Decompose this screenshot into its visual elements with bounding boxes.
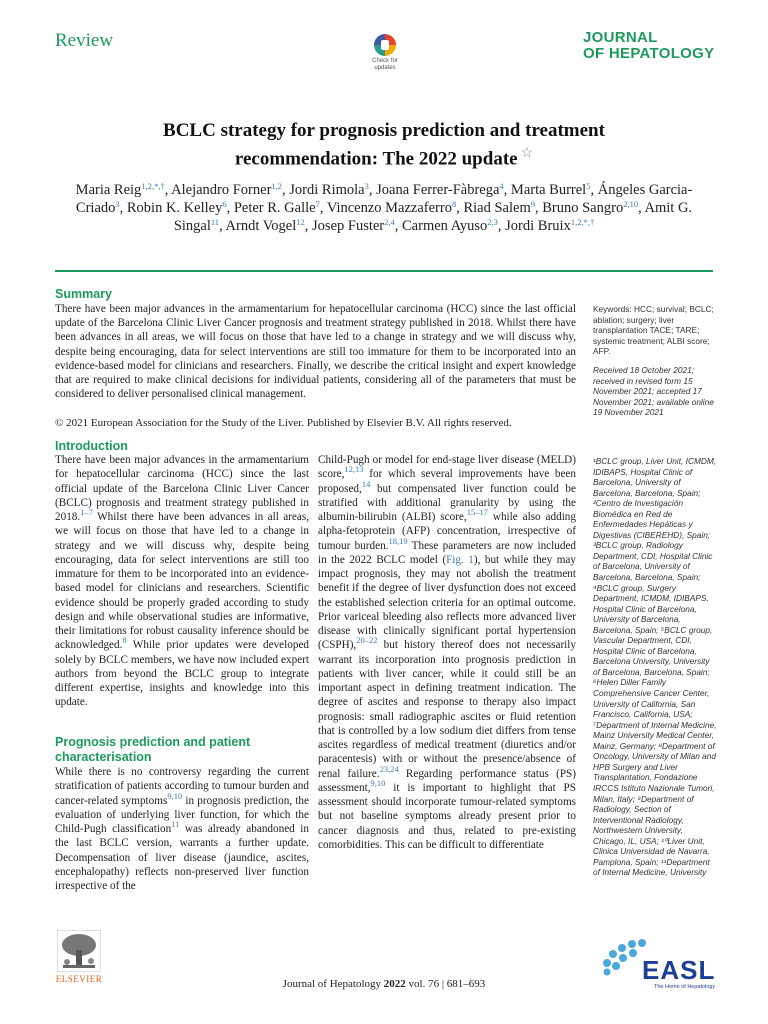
author-affiliation-marker[interactable]: 2,10 — [623, 199, 639, 209]
title-line-2 — [80, 142, 688, 170]
author-name[interactable]: Jordi Rimola — [289, 182, 365, 198]
copyright-notice: © 2021 European Association for the Study of the Liver. Published by Elsevier B.V. All rights reserved. — [55, 417, 512, 429]
prognosis-paragraph — [55, 765, 309, 893]
text-run: Regarding performance status (PS) assessment, — [318, 767, 576, 794]
footer-volume-pages: vol. 76 | 681–693 — [405, 978, 486, 990]
author-affiliation-marker[interactable]: 1,2,*,† — [141, 181, 165, 191]
author-name[interactable]: Josep Fuster — [312, 218, 385, 234]
author-affiliation-marker[interactable]: 2,4 — [384, 217, 395, 227]
author-name[interactable]: Vincenzo Mazzaferro — [326, 200, 452, 216]
affiliations: ¹BCLC group, Liver Unit, ICMDM, IDIBAPS, Hospital Clinic of Barcelona, University of Barcelona, Barcelona, Spain; ²Centro de Investigación Biomédica en Red de Enfermedades Hepáticas y Digestivas (CIBEREHD), Spain; ³BCLC group, Radiology Department, CDI, Hospital Clinic of Barcelona, University of Barcelona, Barcelona, Spain; ⁴BCLC group, Surgery Department, ICMDM, IDIBAPS, Hospital Clinic of Barcelona, University of Barcelona, Barcelona, Spain; ⁵BCLC group, Vascular Department, CDI, Hospital Clinic of Barcelona, Barcelona University, University of Barcelona, Barcelona, Spain; ⁶Helen Diller Family Comprehensive Cancer Center, University of California, San Francisco, California, USA; ⁷Department of Internal Medicine, Mainz University Medical Center, Mainz, Germany; ⁸Department of Oncology, University of Milan and HPB Surgery and Liver Transplantation, Fondazione IRCCS Istituto Nazionale Tumori, Milan, Italy; ⁹Department of Radiology, Section of Interventional Radiology, Northwestern University, Chicago, IL, USA; ¹⁰Liver Unit, Clinica Universidad de Navarra, Pamplona, Spain; ¹¹Department of Internal Medicine, University — [593, 456, 717, 878]
text-run: Whilst there have been advances in all areas, we will focus on those that have led to a change in strategy and we will discuss why, despite being encouraging, data for select interventions are still too immature for them to be incorporated into an evidence-based model for clinicians and researchers. Scientific evidence should be properly graded according to study design and while observational studies are informative, their limitations for robust causality inference should be acknowledged. — [55, 511, 309, 652]
journal-logo-line2: OF HEPATOLOGY — [583, 45, 715, 62]
citation-link[interactable]: 15–17 — [466, 507, 488, 517]
title-line-2-text: recommendation: The 2022 update — [234, 148, 518, 170]
prognosis-heading: Prognosis prediction and patient characterisation — [55, 735, 251, 764]
text-run: while also adding alpha-fetoprotein (AFP) concentration, irrespective of tumour burden. — [318, 511, 576, 552]
text-run: These parameters are now included in the 2022 BCLC model ( — [318, 539, 577, 566]
body-column-2 — [318, 453, 576, 852]
author-affiliation-marker[interactable]: 5 — [586, 181, 591, 191]
journal-logo — [583, 30, 714, 62]
author-affiliation-marker[interactable]: 4 — [499, 181, 504, 191]
easl-logo — [602, 938, 717, 998]
author-affiliation-marker[interactable]: 1,2,*,† — [570, 217, 595, 227]
text-run: in prognosis prediction, the evaluation of underlying liver function, for which the Child-Pugh classification — [55, 794, 309, 835]
author-name[interactable]: Carmen Ayuso — [402, 218, 488, 234]
author-name[interactable]: Bruno Sangro — [542, 200, 624, 216]
title-footnote-star[interactable]: ☆ — [520, 146, 534, 161]
journal-citation-footer — [180, 978, 588, 990]
easl-tagline: The Home of Hepatology — [654, 984, 716, 990]
author-affiliation-marker[interactable]: 8 — [451, 199, 457, 209]
author-name[interactable]: Alejandro Forner — [171, 182, 272, 198]
check-for-updates-badge[interactable] — [369, 34, 401, 74]
text-run: was already abandoned in the last BCLC version, warrants a further update. Decompensation of liver disease (jaundice, ascites, encephalopathy) reflects non-preserved liver function irrespective of the — [55, 823, 309, 892]
author-affiliation-marker[interactable]: 3 — [115, 199, 120, 209]
text-run: There have been major advances in the armamentarium for hepatocellular carcinoma (HCC) since the last official update of the Barcelona Clinic Liver Cancer (BCLC) prognosis and treatment strategy published in 2018. — [55, 454, 309, 523]
text-run: it is important to highlight that PS assessment should incorporate tumour-related symptoms but not baseline symptoms already present prior to cancer diagnosis and thus, related to pre-existing comorbidities. This can be difficult to differentiate — [318, 781, 576, 851]
citation-link[interactable]: 20–22 — [356, 635, 378, 646]
author-name[interactable]: Peter R. Galle — [233, 200, 316, 216]
introduction-paragraph — [55, 453, 309, 710]
author-name[interactable]: Arndt Vogel — [225, 218, 297, 234]
introduction-heading: Introduction — [55, 439, 128, 453]
section-label: Review — [55, 30, 114, 51]
author-affiliation-marker[interactable]: 7 — [315, 199, 320, 209]
summary-heading: Summary — [55, 287, 112, 301]
author-name[interactable]: Marta Burrel — [510, 182, 587, 198]
author-name[interactable]: Maria Reig — [75, 182, 142, 198]
author-name[interactable]: Jordi Bruix — [505, 218, 571, 234]
author-name[interactable]: Joana Ferrer-Fàbrega — [376, 182, 500, 198]
author-affiliation-marker[interactable]: 12 — [296, 217, 305, 227]
elsevier-logo — [52, 930, 106, 984]
citation-link[interactable]: 12,13 — [344, 464, 364, 475]
author-name[interactable]: Robin K. Kelley — [126, 200, 223, 216]
elsevier-tree-icon — [57, 930, 101, 972]
summary-text: There have been major advances in the armamentarium for hepatocellular carcinoma (HCC) since the last official update of the Barcelona Clinic Liver Cancer prognosis and treatment strategy published in 2018. Whilst there have been advances in all areas, we will focus on those that have led to a change in strategy and we will discuss why, despite being encouraging, data for select interventions are still too immature for them to be incorporated into an evidence-based model for clinicians and researchers. Finally, we describe the critical insight and expert knowledge that are required to make clinical decisions for individual patients, considering all of the parameters that must be considered to deliver personalised clinical management. — [55, 303, 576, 401]
article-title — [80, 119, 688, 170]
keywords: Keywords: HCC; survival; BCLC; ablation; surgery; liver transplantation TACE; TARE; systemic treatment; ALBI score; AFP. — [593, 304, 714, 357]
citation-link[interactable]: 9,10 — [370, 777, 386, 788]
badge-label: Check for updates — [372, 58, 398, 71]
author-list: Maria Reig$^{1,2,*,\dagger}$, Alejandro Forner$^{1,2}$, Jordi Rimola$^3$, Joana Ferrer-Fàbrega$^4$, Marta Burrel$^5$, Ángeles Garcia-Criado$^3$, Robin K. Kelley$^6$, Peter R. Galle$^7$, Vincenzo Mazzaferro$^8$, Riad Salem$^9$, Bruno Sangro$^{2,10}$, Amit G. Singal$^{11}$, Arndt Vogel$^{12}$, Josep Fuster$^{2,4}$, Carmen Ayuso$^{2,3}$, Jordi Bruix$^{1,2,*,\dagger}$ — [75, 181, 693, 234]
crossmark-icon — [374, 34, 396, 56]
author-affiliation-marker[interactable]: 2,3 — [487, 217, 498, 227]
author-affiliation-marker[interactable]: 6 — [222, 199, 227, 209]
text-run: for which several improvements have been proposed, — [318, 468, 576, 495]
footer-journal: Journal of Hepatology — [282, 978, 384, 990]
text-run: but compensated liver function could be stratified with additional granularity by using the albumin-bilirubin (ALBI) score, — [318, 482, 576, 523]
title-line-1: BCLC strategy for prognosis prediction and treatment — [163, 120, 605, 141]
citation-link[interactable]: 11 — [171, 819, 180, 829]
citation-link[interactable]: 9,10 — [167, 790, 183, 801]
journal-logo-line1: JOURNAL — [583, 29, 658, 46]
citation-link[interactable]: 8 — [122, 635, 127, 646]
text-run: ), but while they may impact prognosis, they may not abolish the treatment benefit if the degree of liver dysfunction does not exceed the established selection criteria for an optimal outcome. Prior variceal bleeding also reflects more advanced liver disease with clinically significant portal hypertension (CSPH), — [318, 553, 576, 652]
article-dates: Received 18 October 2021; received in revised form 15 November 2021; accepted 17 November 2021; available online 19 November 2021 — [593, 365, 714, 418]
easl-wordmark: EASL — [642, 955, 716, 985]
elsevier-label: ELSEVIER — [55, 974, 103, 984]
citation-link[interactable]: 23,24 — [379, 763, 399, 774]
citation-link[interactable]: 1–7 — [80, 507, 93, 517]
footer-year: 2022 — [383, 978, 406, 990]
text-run: but history thereof does not necessarily warrant its incorporation into prognosis prediction in patients with liver cancer, while it could still be an important aspect in defining treatment indication. The degree of ascites and response to therapy also impact prognosis: small radiographic ascites or fluid retention that is controlled by a low sodium diet differs from tense ascites regardless of medical treatment (diuretics and/or paracentesis) with or without the presence/absence of renal failure. — [318, 639, 576, 780]
figure-link[interactable]: Fig. 1 — [446, 553, 474, 566]
author-affiliation-marker[interactable]: 1,2 — [271, 181, 283, 191]
author-affiliation-marker[interactable]: 11 — [210, 217, 220, 227]
author-affiliation-marker[interactable]: 9 — [530, 199, 535, 209]
section-divider — [55, 270, 713, 272]
author-name[interactable]: Amit G. Singal — [173, 200, 693, 234]
author-name[interactable]: Ángeles Garcia-Criado — [75, 182, 693, 216]
author-name[interactable]: Riad Salem — [463, 200, 531, 216]
text-run: While there is no controversy regarding the current stratification of patients according to tumour burden and cancer-related symptoms — [55, 766, 309, 807]
citation-link[interactable]: 14 — [361, 478, 371, 489]
text-run: While prior updates were developed solely by BCLC members, we have now included expert authors from beyond the BCLC group to integrate different expertise, insights and knowledge into this update. — [55, 639, 309, 709]
author-affiliation-marker[interactable]: 3 — [364, 181, 369, 191]
text-run: Child-Pugh or model for end-stage liver disease (MELD) score, — [318, 454, 576, 481]
citation-link[interactable]: 18,19 — [388, 535, 408, 546]
